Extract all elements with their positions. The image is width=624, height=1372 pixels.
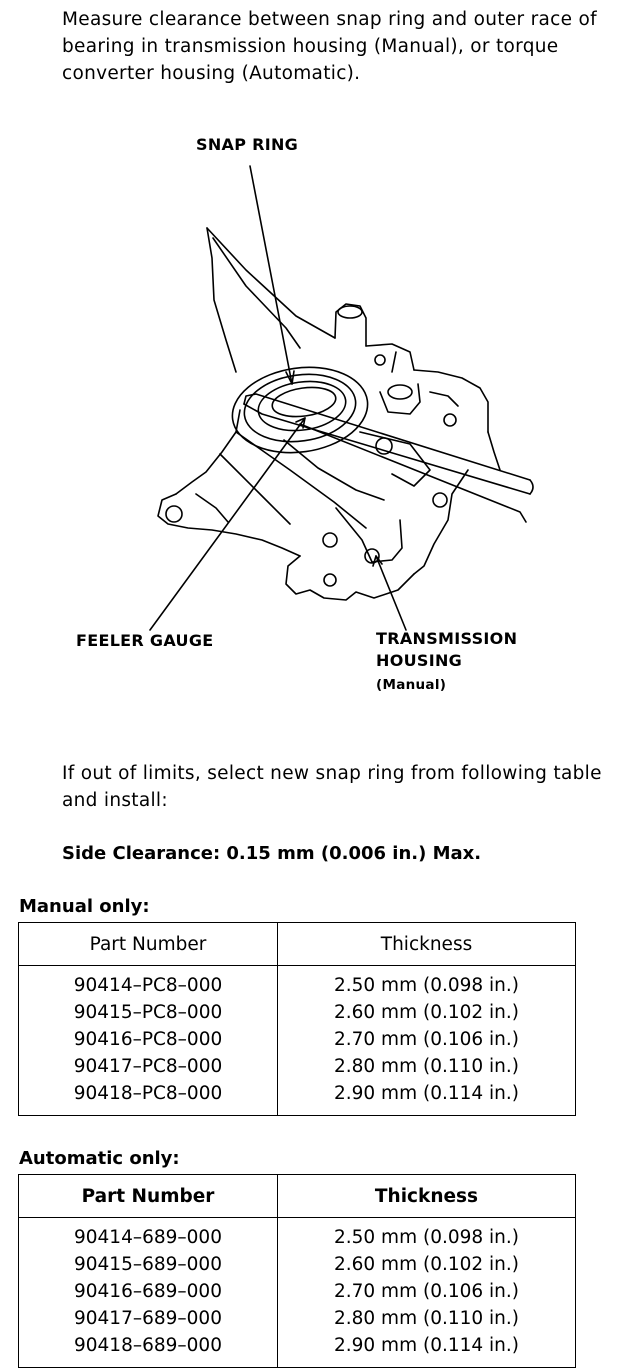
part-number-cell: 90418–PC8–000 [19, 1080, 278, 1116]
thickness-cell: 2.80 mm (0.110 in.) [333, 1308, 520, 1329]
limits-instruction: If out of limits, select new snap ring from following table and install: [62, 763, 602, 811]
part-number-cell: 90416–PC8–000 [19, 1026, 278, 1053]
thickness-cell: 2.70 mm (0.106 in.) [333, 1029, 520, 1050]
part-number-cell: 90414–PC8–000 [19, 966, 278, 1000]
part-number-cell: 90415–689–000 [19, 1251, 278, 1278]
part-number-cell: 90417–689–000 [19, 1305, 278, 1332]
transmission-label: TRANSMISSION [376, 629, 518, 648]
table-row [19, 1026, 576, 1053]
table-row [19, 1278, 576, 1305]
table-row [19, 999, 576, 1026]
thickness-cell: 2.60 mm (0.102 in.) [333, 1254, 520, 1275]
table-row [19, 1053, 576, 1080]
table-row [19, 1305, 576, 1332]
part-number-cell: 90416–689–000 [19, 1278, 278, 1305]
table-row [19, 1251, 576, 1278]
thickness-cell: 2.70 mm (0.106 in.) [333, 1281, 520, 1302]
part-number-cell: 90414–689–000 [19, 1218, 278, 1252]
thickness-header: Thickness [278, 1175, 576, 1218]
manual-label: (Manual) [376, 677, 447, 693]
thickness-cell: 2.50 mm (0.098 in.) [333, 1227, 520, 1248]
thickness-cell: 2.50 mm (0.098 in.) [333, 975, 520, 996]
thickness-cell: 2.60 mm (0.102 in.) [333, 1002, 520, 1023]
housing-label: HOUSING [376, 651, 463, 670]
part-number-cell: 90415–PC8–000 [19, 999, 278, 1026]
thickness-cell: 2.90 mm (0.114 in.) [333, 1083, 520, 1104]
intro-instruction: Measure clearance between snap ring and outer race of bearing in transmission housing (Manual), or torque converter housing (Automatic). [62, 9, 597, 84]
snap-ring-label: SNAP RING [196, 135, 299, 154]
table-row [19, 1218, 576, 1252]
side-clearance-spec: Side Clearance: 0.15 mm (0.006 in.) Max. [62, 843, 482, 864]
table-row [19, 1332, 576, 1368]
part-number-cell: 90418–689–000 [19, 1332, 278, 1368]
part-number-header: Part Number [19, 923, 278, 966]
thickness-header: Thickness [278, 923, 576, 966]
part-number-header: Part Number [19, 1175, 278, 1218]
manual-table-title: Manual only: [19, 896, 150, 917]
manual-parts-table [18, 922, 576, 1116]
thickness-cell: 2.80 mm (0.110 in.) [333, 1056, 520, 1077]
table-row [19, 1080, 576, 1116]
thickness-cell: 2.90 mm (0.114 in.) [333, 1335, 520, 1356]
automatic-parts-table [18, 1174, 576, 1368]
automatic-table-title: Automatic only: [19, 1148, 180, 1169]
part-number-cell: 90417–PC8–000 [19, 1053, 278, 1080]
feeler-gauge-label: FEELER GAUGE [76, 631, 214, 650]
table-row [19, 966, 576, 1000]
